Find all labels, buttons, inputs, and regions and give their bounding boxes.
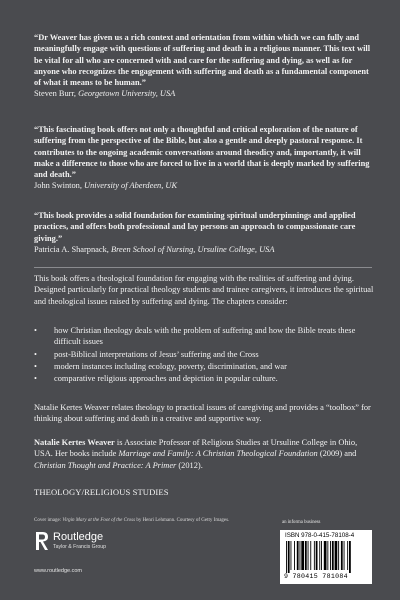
quote-text: “This fascinating book offers not only a thoughtful and critical exploration of the nature of suffering from the perspective of the Bible, but also a gentle and deeply pastoral response. It contributes to the ongoing academic conversations around theodicy and, importantly, it will make a difference to those who are forced to live in a world that is deeply marked by suffering and death.” <box>34 125 370 180</box>
quote-author: Steven Burr, <box>34 89 76 99</box>
bio-text-2: (2009) and <box>317 449 357 459</box>
list-item-text: comparative religious approaches and depiction in popular culture. <box>54 374 278 384</box>
review-quote-2 <box>34 124 374 192</box>
list-item-text: post-Biblical interpretations of Jesus’ suffering and the Cross <box>54 349 259 359</box>
publisher-logo <box>34 530 184 564</box>
isbn-number: ISBN 978-0-415-78108-4 <box>285 532 355 539</box>
bullet-icon: • <box>34 374 37 384</box>
book-title-2: Christian Thought and Practice: A Primer <box>34 460 177 470</box>
cover-image-credit <box>34 518 229 523</box>
credit-prefix: Cover image: <box>34 518 63 523</box>
isbn-barcode <box>280 530 372 584</box>
list-item <box>34 325 374 348</box>
bullet-icon: • <box>34 326 37 335</box>
list-item <box>34 349 374 360</box>
quote-affiliation: Breen School of Nursing, Ursuline College, USA <box>110 244 275 254</box>
quote-affiliation: Georgetown University, USA <box>78 89 176 99</box>
review-quote-3 <box>34 210 374 255</box>
bullet-icon: • <box>34 349 37 359</box>
credit-title: Virgin Mary at the Foot of the Cross <box>62 518 136 523</box>
list-item-text: modern instances including ecology, poverty, discrimination, and war <box>54 361 287 371</box>
quote-text: “This book provides a solid foundation for examining spiritual underpinnings and applied practices, and offers both professional and lay persons an approach to compassionate care giving.” <box>34 211 356 243</box>
quote-author: John Swinton, <box>34 181 82 191</box>
author-name: Natalie Kertes Weaver <box>34 438 115 447</box>
bio-text-1: is Associate Professor of Religious Studies at Ursuline College in Ohio, USA. Her books include <box>34 438 358 459</box>
review-quote-1 <box>34 32 374 100</box>
credit-suffix: by Henri Lehmann. Courtesy of Getty Images. <box>135 518 230 523</box>
barcode-icon <box>286 541 366 573</box>
publisher-group: Taylor & Francis Group <box>53 544 107 550</box>
routledge-r-icon <box>34 530 50 552</box>
quote-citation <box>34 180 374 191</box>
quote-author: Patricia A. Sharpnack, <box>34 244 109 254</box>
quote-text: “Dr Weaver has given us a rich context and orientation from within which we can fully and meaningfully engage with questions of suffering and death in a religious manner. This text will be vital for all who are concerned with and care for the suffering and dying, as well as for anyone who recognizes the engagement with suffering and death as a fundamental component of what it means to be human.” <box>34 33 371 88</box>
author-bio <box>34 437 374 471</box>
chapter-list <box>34 325 374 385</box>
list-item-text: how Christian theology deals with the problem of suffering and how the Bible treats these difficult issues <box>54 326 356 347</box>
book-description: This book offers a theological foundation for engaging with the realities of suffering and dying. Designed particularly for practical theology students and trainee caregivers, it introduces the spiritual and theological issues raised by suffering and dying. The chapters consider: <box>34 274 374 306</box>
toolbox-paragraph: Natalie Kertes Weaver relates theology to practical issues of caregiving and provides a “toolbox” for thinking about suffering and death in a creative and supportive way. <box>34 403 371 424</box>
list-item <box>34 361 374 372</box>
bullet-icon: • <box>34 361 37 371</box>
publisher-name: Routledge <box>53 531 104 543</box>
quote-affiliation: University of Aberdeen, UK <box>84 181 178 191</box>
informa-tagline: an informa business <box>282 520 321 525</box>
publisher-url[interactable]: www.routledge.com <box>34 568 82 574</box>
list-item <box>34 373 374 384</box>
book-title-1: Marriage and Family: A Christian Theological Foundation <box>118 449 318 459</box>
quote-citation <box>34 244 374 255</box>
subject-category: THEOLOGY/RELIGIOUS STUDIES <box>34 487 169 497</box>
section-divider <box>34 267 372 268</box>
barcode-digits: 9 780415 781084 <box>284 573 348 580</box>
bio-text-3: (2012). <box>176 460 203 470</box>
quote-citation <box>34 88 374 99</box>
